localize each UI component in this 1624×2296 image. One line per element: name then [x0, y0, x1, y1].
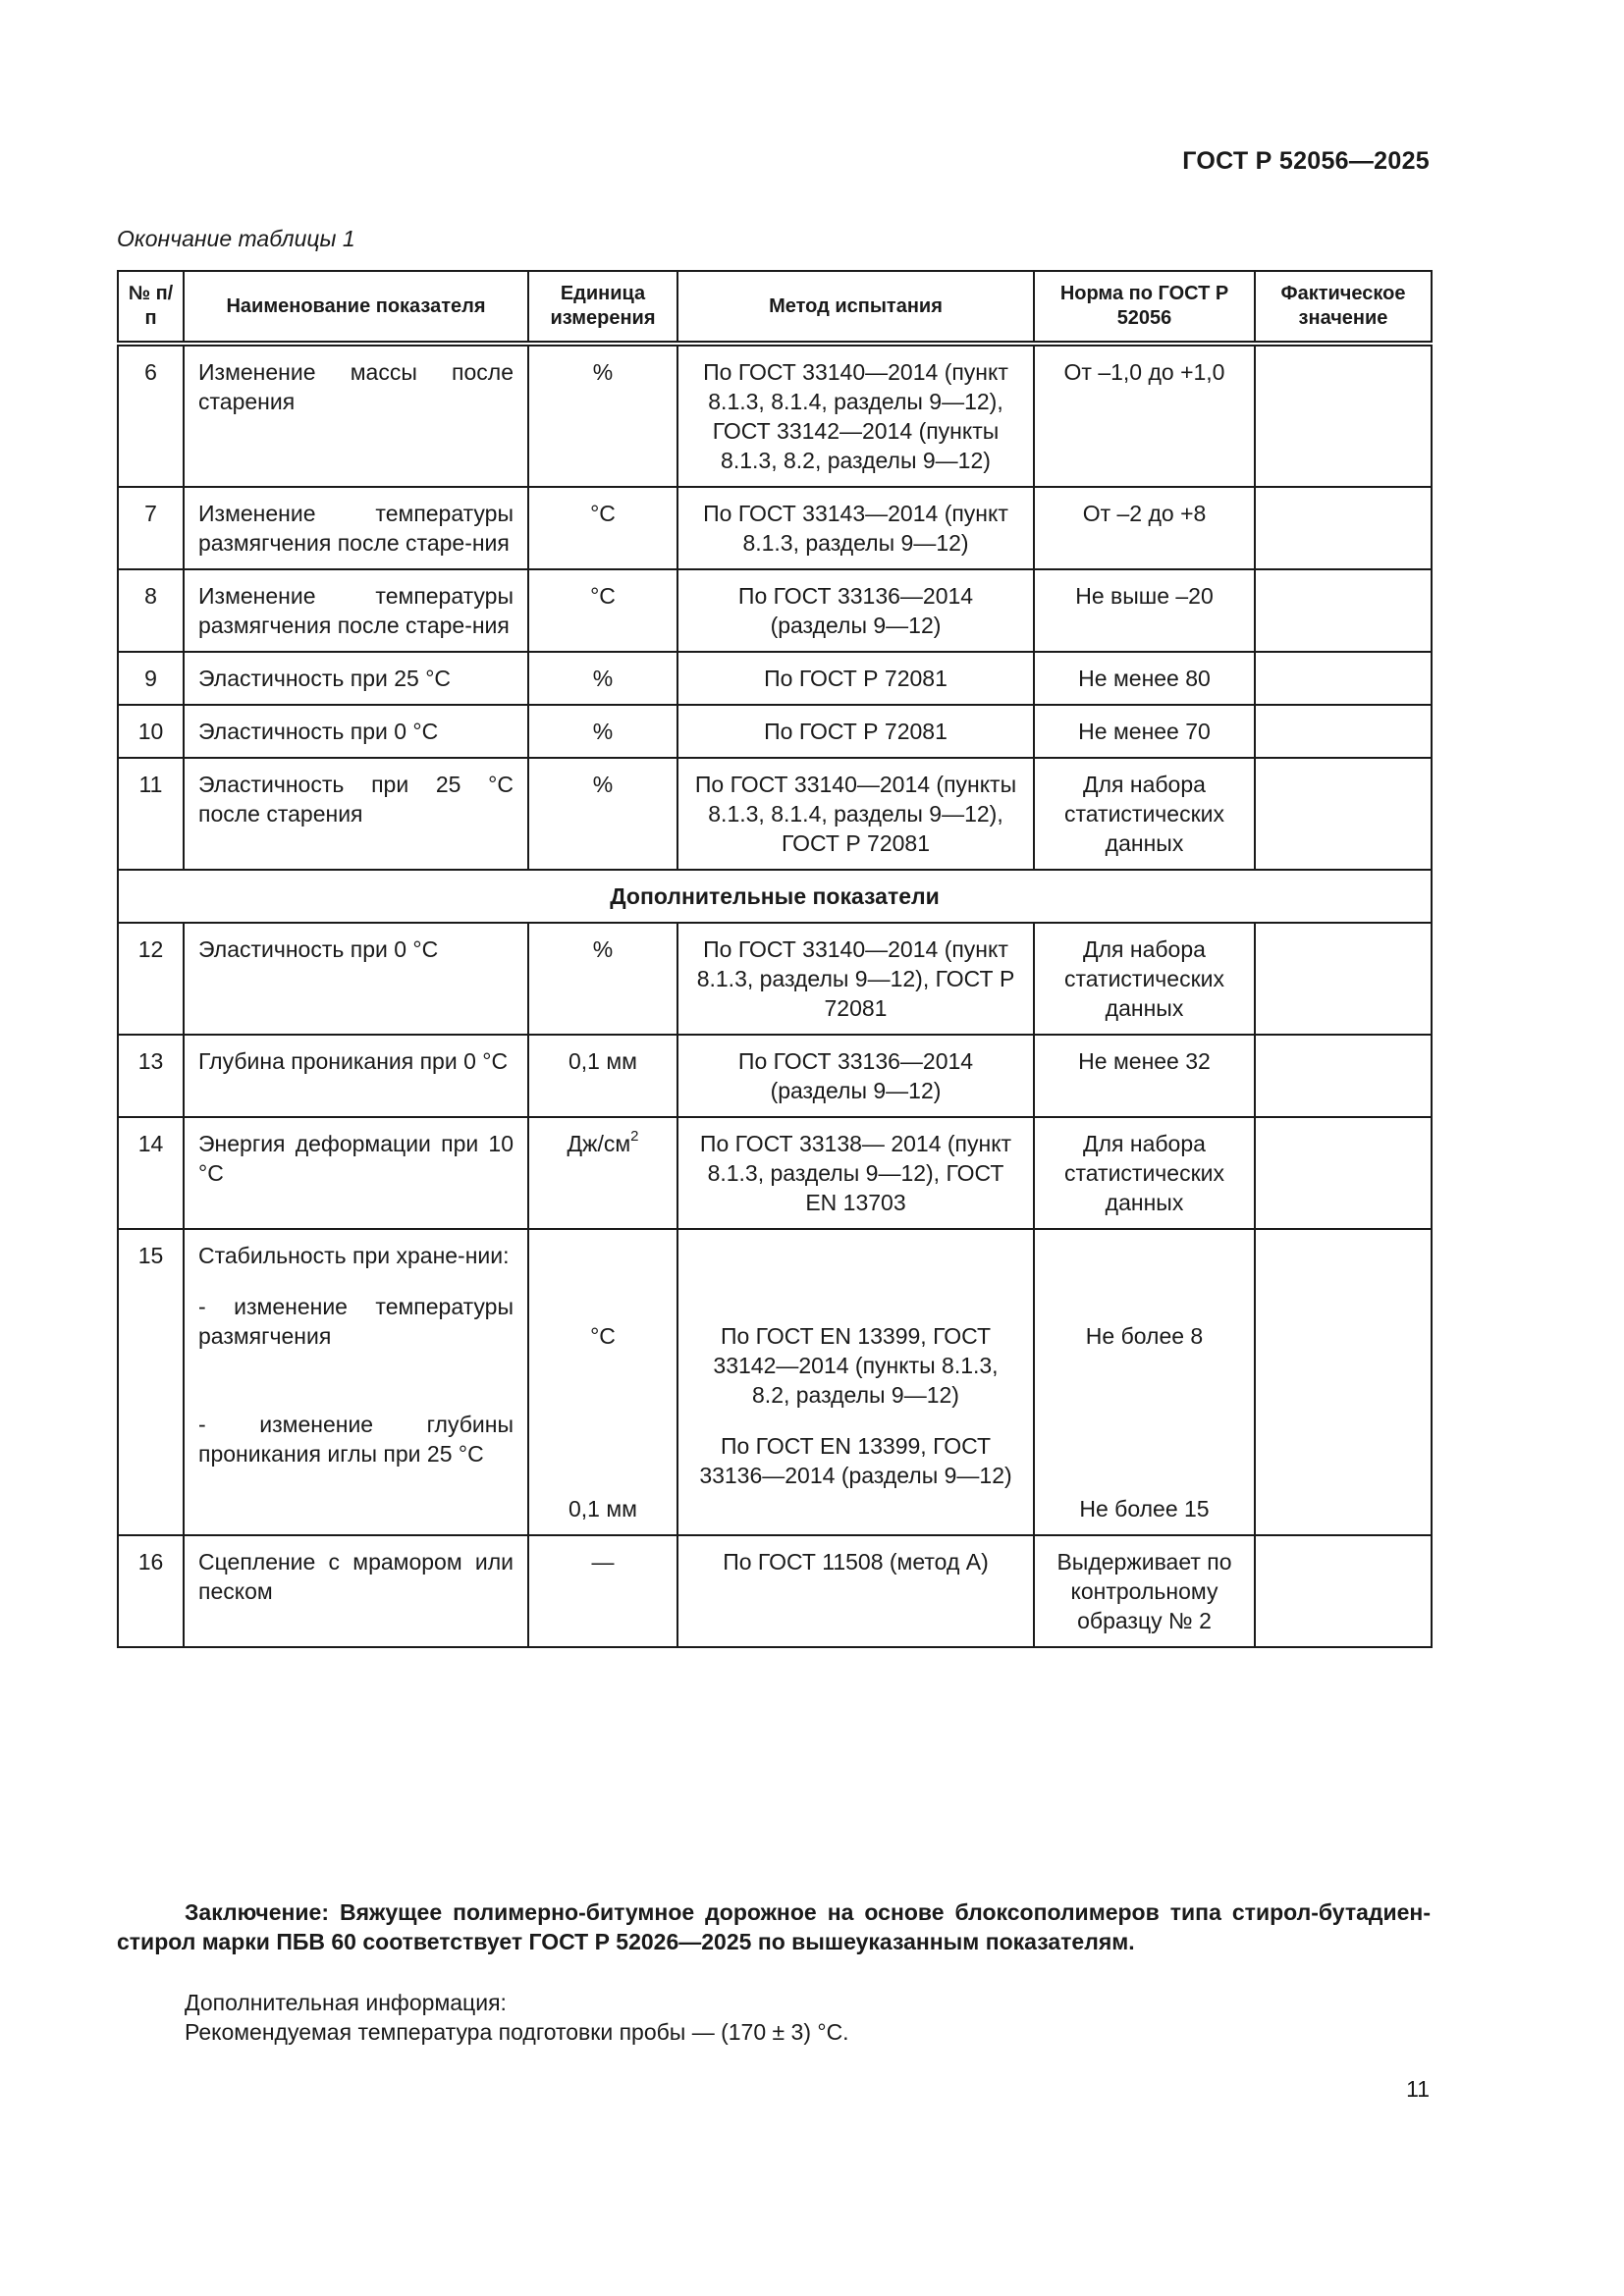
unit: %	[528, 652, 677, 705]
unit: °С	[528, 487, 677, 569]
additional-info-title: Дополнительная информация:	[185, 1990, 507, 2015]
norm: Для набора статистических данных	[1034, 923, 1255, 1035]
norm: Не менее 70	[1034, 705, 1255, 758]
unit: %	[528, 758, 677, 870]
test-method: По ГОСТ 33138— 2014 (пункт 8.1.3, разделы 9—12), ГОСТ EN 13703	[677, 1117, 1034, 1229]
table-row	[118, 1117, 1432, 1229]
row-number: 10	[118, 705, 184, 758]
unit: %	[528, 344, 677, 487]
indicator-name: Сцепление с мрамором или песком	[184, 1535, 528, 1647]
norm: Не выше –20	[1034, 569, 1255, 652]
indicator-name: Эластичность при 0 °С	[184, 705, 528, 758]
norm: Не менее 32	[1034, 1035, 1255, 1117]
row-number: 12	[118, 923, 184, 1035]
test-method: По ГОСТ Р 72081	[677, 652, 1034, 705]
test-method: По ГОСТ Р 72081	[677, 705, 1034, 758]
test-method: По ГОСТ 33140—2014 (пункты 8.1.3, 8.1.4, разделы 9—12), ГОСТ Р 72081	[677, 758, 1034, 870]
unit: —	[528, 1535, 677, 1647]
page-number: 11	[1406, 2076, 1430, 2102]
additional-info-text: Рекомендуемая температура подготовки пробы — (170 ± 3) °С.	[185, 2019, 849, 2045]
col-header-number: № п/п	[118, 271, 184, 344]
table-row	[118, 652, 1432, 705]
indicator-name: Глубина проникания при 0 °С	[184, 1035, 528, 1117]
row-number: 9	[118, 652, 184, 705]
norm: Не менее 80	[1034, 652, 1255, 705]
test-method: По ГОСТ 33136—2014 (разделы 9—12)	[677, 1035, 1034, 1117]
indicator-group-name: Стабильность при хране-нии:	[198, 1243, 510, 1268]
test-method: По ГОСТ 33143—2014 (пункт 8.1.3, разделы 9—12)	[677, 487, 1034, 569]
row-number: 13	[118, 1035, 184, 1117]
sub-unit: °С	[590, 1323, 616, 1349]
unit-superscript: 2	[630, 1128, 639, 1146]
actual-value	[1255, 569, 1432, 652]
table-row	[118, 344, 1432, 487]
col-header-actual: Фактическое значение	[1255, 271, 1432, 344]
table-row	[118, 1035, 1432, 1117]
row-number: 6	[118, 344, 184, 487]
actual-value	[1255, 758, 1432, 870]
row-number: 14	[118, 1117, 184, 1229]
table-row	[118, 923, 1432, 1035]
table-row	[118, 487, 1432, 569]
row-number: 7	[118, 487, 184, 569]
sub-norm: Не более 15	[1079, 1496, 1210, 1522]
table-row	[118, 1535, 1432, 1647]
conclusion-paragraph: Заключение: Вяжущее полимерно-битумное дорожное на основе блоксополимеров типа стирол-бутадиен-стирол марки ПБВ 60 соответствует ГОСТ Р 52026—2025 по вышеуказанным показателям.	[117, 1899, 1431, 1954]
sub-method: По ГОСТ EN 13399, ГОСТ 33142—2014 (пункты 8.1.3, 8.2, разделы 9—12)	[713, 1323, 999, 1408]
norm: Выдерживает по контрольному образцу № 2	[1034, 1535, 1255, 1647]
row-number: 11	[118, 758, 184, 870]
norm: От –1,0 до +1,0	[1034, 344, 1255, 487]
test-method: По ГОСТ 33140—2014 (пункт 8.1.3, 8.1.4, разделы 9—12), ГОСТ 33142—2014 (пункты 8.1.3, 8.2, разделы 9—12)	[677, 344, 1034, 487]
indicator-name: Эластичность при 25 °С	[184, 652, 528, 705]
norm	[1034, 1229, 1255, 1535]
col-header-name: Наименование показателя	[184, 271, 528, 344]
table-caption: Окончание таблицы 1	[117, 226, 355, 251]
unit: %	[528, 705, 677, 758]
table-row	[118, 1229, 1432, 1535]
unit: %	[528, 923, 677, 1035]
sub-norm: Не более 8	[1085, 1323, 1204, 1349]
unit-text: Дж/см	[567, 1131, 631, 1156]
indicator-name	[184, 1229, 528, 1535]
indicators-table	[117, 270, 1433, 1648]
actual-value	[1255, 1229, 1432, 1535]
test-method: По ГОСТ 11508 (метод А)	[677, 1535, 1034, 1647]
actual-value	[1255, 923, 1432, 1035]
unit	[528, 1117, 677, 1229]
test-method: По ГОСТ 33136—2014 (разделы 9—12)	[677, 569, 1034, 652]
sub-indicator-name: - изменение глубины проникания иглы при 25 °С	[198, 1412, 514, 1467]
actual-value	[1255, 652, 1432, 705]
row-number: 15	[118, 1229, 184, 1535]
indicator-name: Эластичность при 0 °С	[184, 923, 528, 1035]
norm: Для набора статистических данных	[1034, 758, 1255, 870]
actual-value	[1255, 1535, 1432, 1647]
test-method	[677, 1229, 1034, 1535]
unit: °С	[528, 569, 677, 652]
sub-method: По ГОСТ EN 13399, ГОСТ 33136—2014 (разделы 9—12)	[699, 1433, 1012, 1488]
actual-value	[1255, 705, 1432, 758]
table-row	[118, 569, 1432, 652]
indicator-name: Изменение температуры размягчения после старе-ния	[184, 569, 528, 652]
document-standard-header: ГОСТ Р 52056—2025	[1182, 147, 1430, 175]
indicator-name: Эластичность при 25 °С после старения	[184, 758, 528, 870]
actual-value	[1255, 1035, 1432, 1117]
actual-value	[1255, 1117, 1432, 1229]
unit: 0,1 мм	[528, 1035, 677, 1117]
section-title: Дополнительные показатели	[118, 870, 1432, 923]
col-header-norm: Норма по ГОСТ Р 52056	[1034, 271, 1255, 344]
sub-unit: 0,1 мм	[568, 1496, 637, 1522]
indicator-name: Энергия деформации при 10 °С	[184, 1117, 528, 1229]
norm: Для набора статистических данных	[1034, 1117, 1255, 1229]
actual-value	[1255, 344, 1432, 487]
table-header-row	[118, 271, 1432, 344]
col-header-method: Метод испытания	[677, 271, 1034, 344]
row-number: 16	[118, 1535, 184, 1647]
test-method: По ГОСТ 33140—2014 (пункт 8.1.3, разделы 9—12), ГОСТ Р 72081	[677, 923, 1034, 1035]
additional-info	[185, 1988, 849, 2047]
table-row	[118, 705, 1432, 758]
actual-value	[1255, 487, 1432, 569]
indicator-name: Изменение массы после старения	[184, 344, 528, 487]
section-row	[118, 870, 1432, 923]
indicator-name: Изменение температуры размягчения после старе-ния	[184, 487, 528, 569]
sub-indicator-name: - изменение температуры размягчения	[198, 1294, 514, 1349]
table-row	[118, 758, 1432, 870]
col-header-unit: Единица измерения	[528, 271, 677, 344]
row-number: 8	[118, 569, 184, 652]
unit	[528, 1229, 677, 1535]
norm: От –2 до +8	[1034, 487, 1255, 569]
